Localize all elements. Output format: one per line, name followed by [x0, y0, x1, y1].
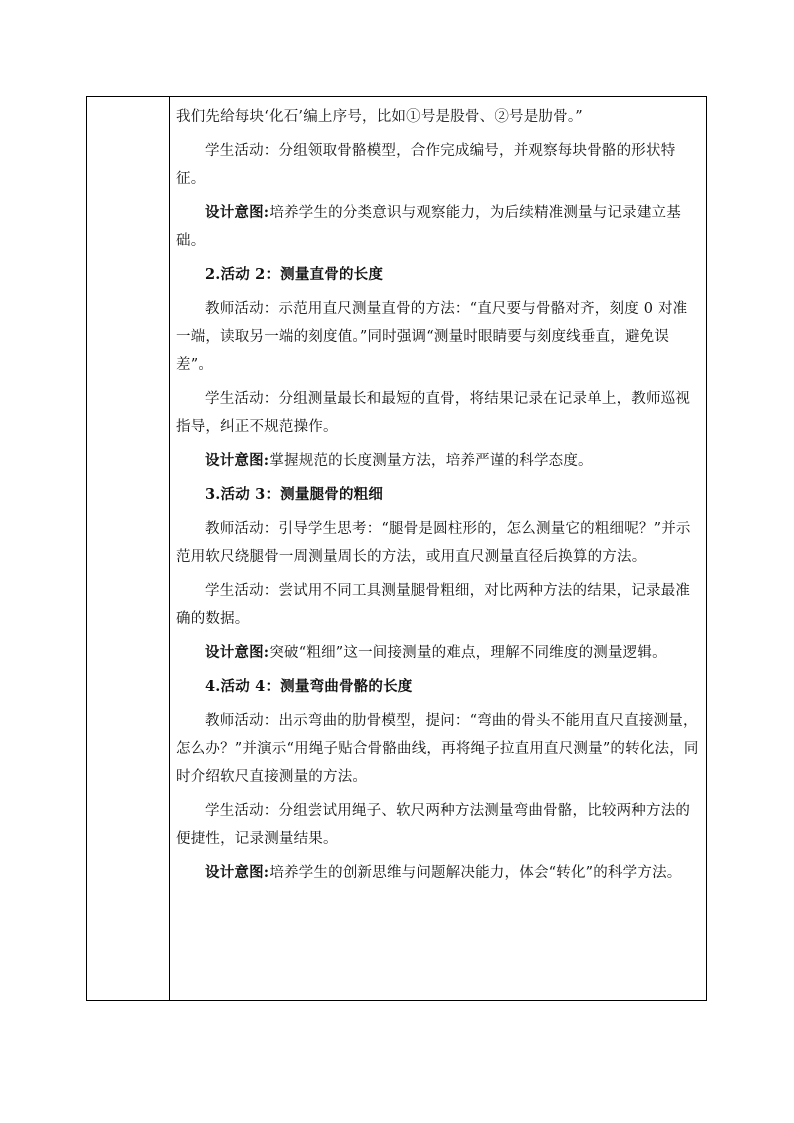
design-intent-label: 设计意图: [205, 644, 270, 661]
student-activity-4: 学生活动：分组尝试用绳子、软尺两种方法测量弯曲骨骼，比较两种方法的便捷性，记录测量结果。 [176, 803, 691, 847]
table-content-cell [176, 103, 700, 893]
table-left-column [87, 97, 169, 1000]
teacher-activity-2: 教师活动：示范用直尺测量直骨的方法：“直尺要与骨骼对齐，刻度 0 对准一端，读取另一端的刻度值。”同时强调“测量时眼睛要与刻度线垂直，避免误差”。 [176, 301, 688, 373]
student-activity-2: 学生活动：分组测量最长和最短的直骨，将结果记录在记录单上，教师巡视指导，纠正不规范操作。 [176, 391, 691, 435]
lesson-table [86, 96, 707, 1001]
teacher-activity-3: 教师活动：引导学生思考：“腿骨是圆柱形的，怎么测量它的粗细呢？”并示范用软尺绕腿骨一周测量周长的方法，或用直尺测量直径后换算的方法。 [176, 521, 691, 565]
design-intent-label: 设计意图: [205, 204, 270, 221]
design-intent-4 [176, 859, 700, 887]
design-intent-label: 设计意图: [205, 864, 270, 881]
activity-4-heading: 4.活动 4：测量弯曲骨骼的长度 [205, 678, 413, 695]
column-divider [169, 97, 170, 1000]
design-intent-2 [176, 447, 700, 475]
design-intent-text: 培养学生的创新思维与问题解决能力，体会“转化”的科学方法。 [269, 865, 682, 881]
design-intent-text: 掌握规范的长度测量方法，培养严谨的科学态度。 [269, 453, 593, 469]
activity-3-heading: 3.活动 3：测量腿骨的粗细 [205, 486, 384, 503]
design-intent-label: 设计意图: [205, 452, 270, 469]
design-intent-3 [176, 639, 700, 667]
teacher-activity-4: 教师活动：出示弯曲的肋骨模型，提问：“弯曲的骨头不能用直尺直接测量，怎么办？”并演示“用绳子贴合骨骼曲线，再将绳子拉直用直尺测量”的转化法，同时介绍软尺直接测量的方法。 [176, 713, 699, 785]
student-activity-3: 学生活动：尝试用不同工具测量腿骨粗细，对比两种方法的结果，记录最准确的数据。 [176, 583, 691, 627]
activity-2-heading: 2.活动 2：测量直骨的长度 [205, 266, 384, 283]
design-intent-1 [176, 199, 700, 255]
opening-line: 我们先给每块‘化石’编上序号，比如①号是股骨、②号是肋骨。” [176, 109, 583, 125]
design-intent-text: 突破“粗细”这一间接测量的难点，理解不同维度的测量逻辑。 [269, 645, 667, 661]
student-activity-1: 学生活动：分组领取骨骼模型，合作完成编号，并观察每块骨骼的形状特征。 [176, 143, 676, 187]
design-intent-text: 培养学生的分类意识与观察能力，为后续精准测量与记录建立基础。 [176, 205, 681, 249]
